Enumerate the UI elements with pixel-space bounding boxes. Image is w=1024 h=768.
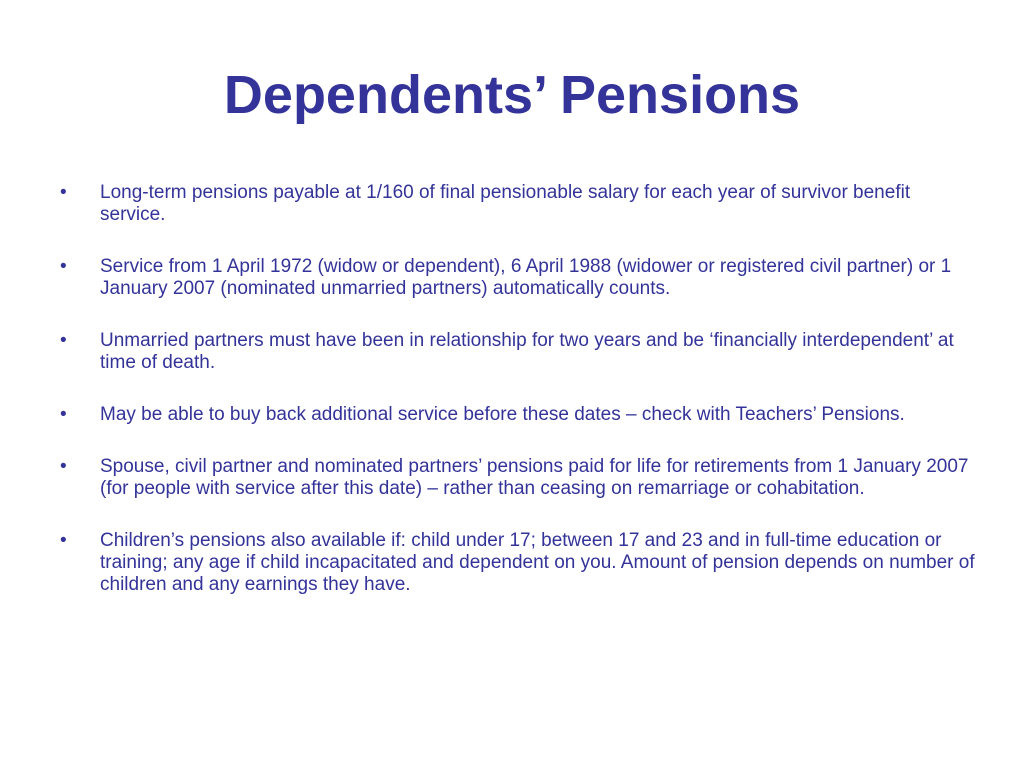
bullet-text: Long-term pensions payable at 1/160 of final pensionable salary for each year of survivor benefit service. — [100, 182, 911, 225]
bullet-text: Service from 1 April 1972 (widow or dependent), 6 April 1988 (widower or registered civil partner) or 1 January 2007 (nominated unmarried partners) automatically counts. — [100, 256, 952, 299]
bullet-marker: • — [60, 256, 67, 277]
bullet-marker: • — [60, 330, 67, 351]
bullet-marker: • — [60, 530, 67, 551]
bullet-marker: • — [60, 456, 67, 477]
bullet-item-4 — [60, 404, 975, 426]
bullet-item-5 — [60, 456, 975, 500]
bullet-text: Children’s pensions also available if: child under 17; between 17 and 23 and in full-time education or training; any age if child incapacitated and dependent on you. Amount of pension depends on number of children and any earnings they have. — [100, 530, 975, 595]
bullet-item-1 — [60, 182, 975, 226]
bullet-item-2 — [60, 256, 975, 300]
slide-title: Dependents’ Pensions — [223, 65, 801, 125]
bullet-marker: • — [60, 404, 67, 425]
bullet-list — [60, 182, 975, 626]
bullet-marker: • — [60, 182, 67, 203]
bullet-text: May be able to buy back additional service before these dates – check with Teachers’ Pensions. — [100, 404, 905, 425]
bullet-text: Unmarried partners must have been in relationship for two years and be ‘financially interdependent’ at time of death. — [100, 330, 954, 373]
bullet-item-3 — [60, 330, 975, 374]
bullet-text: Spouse, civil partner and nominated partners’ pensions paid for life for retirements from 1 January 2007 (for people with service after this date) – rather than ceasing on remarriage or cohabitation. — [100, 456, 969, 499]
bullet-item-6 — [60, 530, 975, 596]
